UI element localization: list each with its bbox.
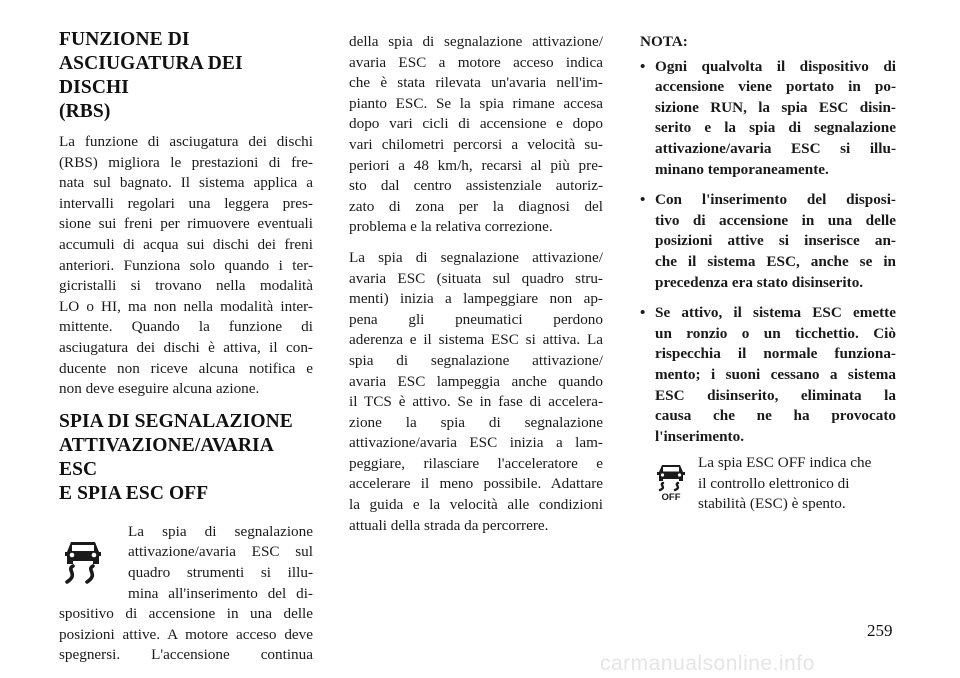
text-line: ESC disinserito, eliminata la — [655, 386, 896, 404]
text-line: che il sistema ESC, anche se in — [655, 252, 896, 270]
off-label: OFF — [661, 492, 681, 502]
text-line: pena gli pneumatici perdono — [349, 310, 603, 328]
rbs-paragraph — [59, 132, 313, 400]
esc-warning-text-full — [59, 604, 313, 666]
column-middle — [349, 32, 603, 536]
text-line: sione sui freni per rimuovere eventuali — [59, 215, 313, 233]
text-line: menti) inizia a lampeggiare non ap- — [349, 290, 603, 308]
text-line: avaria ESC a motore acceso indica — [349, 53, 603, 71]
text-line: avaria ESC (situata sul quadro stru- — [349, 269, 603, 287]
text-line: vari chilometri percorsi a velocità su- — [349, 135, 603, 153]
text-line: stabilità (ESC) è spento. — [698, 495, 846, 513]
text-line: asciugatura dei dischi è attiva, il con- — [59, 338, 313, 356]
note-item — [640, 57, 896, 181]
text-line: l'inserimento. — [655, 427, 745, 445]
esc-failure-paragraph — [349, 32, 603, 238]
text-line: spositivo di accensione in una delle — [59, 605, 313, 623]
text-line: anteriori. Funziona solo quando i ter- — [59, 256, 313, 274]
column-left — [59, 28, 313, 666]
esc-off-icon — [654, 463, 688, 501]
text-line: spegnersi. L'accensione continua — [59, 646, 313, 664]
text-line: nata sul bagnato. Il sistema applica a — [59, 174, 313, 192]
text-line: • Se attivo, il sistema ESC emette — [655, 304, 896, 322]
text-line: attivazione/avaria ESC sul — [128, 543, 313, 561]
text-line: minano temporaneamente. — [655, 160, 829, 178]
note-item — [640, 303, 896, 447]
watermark: carmanualsonline.info — [600, 652, 815, 675]
text-line: dopo vari cicli di accensione e dopo — [349, 115, 603, 133]
text-line: posizioni attive si inserisce an- — [655, 232, 896, 250]
esc-flashing-paragraph — [349, 248, 603, 536]
heading-line: SPIA DI SEGNALAZIONE — [59, 410, 293, 432]
note-list — [640, 57, 896, 448]
text-line: intervalli regolari una leggera pres- — [59, 194, 313, 212]
text-line: non deve eseguire alcuna azione. — [59, 380, 260, 398]
text-line: il controllo elettronico di — [698, 474, 850, 492]
text-line: attivazione/avaria ESC si illu- — [655, 139, 896, 157]
text-line: LO o HI, ma non nella modalità inter- — [59, 297, 313, 315]
text-line: mento; i suoni cessano a sistema — [655, 365, 896, 383]
text-line: gicristalli si trovano nella modalità — [59, 277, 313, 295]
text-line: sizione RUN, la spia ESC disin- — [655, 98, 896, 116]
esc-warning-paragraph — [59, 522, 313, 666]
text-line: quadro strumenti si illu- — [128, 563, 313, 581]
text-line: accumuli di acqua sui dischi dei freni — [59, 235, 313, 253]
text-line: • Con l'inserimento del disposi- — [655, 191, 896, 209]
text-line: mina all'inserimento del di- — [128, 584, 313, 602]
heading-line: FUNZIONE DI — [59, 29, 190, 50]
text-line: della spia di segnalazione attivazione/ — [349, 33, 603, 50]
text-line: zato di zona per la diagnosi del — [349, 197, 603, 215]
text-line: La spia ESC OFF indica che — [698, 454, 872, 472]
text-line: avaria ESC lampeggia anche quando — [349, 372, 603, 390]
text-line: attuali della strada da percorrere. — [349, 516, 549, 534]
section-heading-rbs — [59, 28, 313, 124]
text-line: sto dal centro assistenziale autoriz- — [349, 177, 603, 195]
text-line: La spia di segnalazione — [128, 522, 313, 540]
text-line: • Ogni qualvolta il dispositivo di — [655, 57, 896, 75]
text-line: La funzione di asciugatura dei dischi — [59, 133, 313, 150]
text-line: ducente non riceve alcuna notifica e — [59, 359, 313, 377]
esc-off-paragraph — [640, 453, 896, 515]
note-item — [640, 190, 896, 293]
text-line: accensione viene portato in po- — [655, 78, 896, 96]
text-line: causa che ne ha provocato — [655, 407, 896, 425]
column-right — [640, 32, 896, 515]
text-line: un ronzio o un ticchettio. Ciò — [655, 324, 896, 342]
text-line: (RBS) migliora le prestazioni di fre- — [59, 153, 313, 171]
text-line: peggiare, rilasciare l'acceleratore e — [349, 454, 603, 472]
section-heading-esc — [59, 410, 313, 506]
text-line: precedenza era stato disinserito. — [655, 273, 864, 291]
heading-line: ATTIVAZIONE/AVARIA ESC — [59, 434, 273, 480]
text-line: la guida e la velocità alle condizioni — [349, 496, 603, 514]
text-line: periori a 48 km/h, recarsi al più pre- — [349, 156, 603, 174]
text-line: accelerare il meno possibile. Adattare — [349, 475, 603, 493]
heading-line: (RBS) — [59, 101, 111, 122]
text-line: tivo di accensione in una delle — [655, 211, 896, 229]
heading-line: ASCIUGATURA DEI DISCHI — [59, 53, 243, 98]
heading-line: E SPIA ESC OFF — [59, 482, 209, 504]
text-line: zione la spia di segnalazione — [349, 413, 603, 431]
text-line: problema e la relativa correzione. — [349, 218, 553, 236]
text-line: mittente. Quando la funzione di — [59, 318, 313, 336]
text-line: spia di segnalazione attivazione/ — [349, 351, 603, 369]
text-line: aderenza e il sistema ESC si attiva. La — [349, 331, 603, 349]
text-line: La spia di segnalazione attivazione/ — [349, 248, 603, 266]
text-line: rispecchia il normale funziona- — [655, 345, 896, 363]
text-line: posizioni attive. A motore acceso deve — [59, 625, 313, 643]
text-line: pianto ESC. Se la spia rimane accesa — [349, 94, 603, 112]
page-number: 259 — [867, 621, 893, 640]
text-line: il TCS è attivo. Se in fase di accelera- — [349, 393, 603, 411]
text-line: serito e la spia di segnalazione — [655, 119, 896, 137]
esc-warning-icon — [59, 536, 107, 584]
text-line: attivazione/avaria ESC inizia a lam- — [349, 434, 603, 452]
note-title: NOTA: — [640, 33, 688, 50]
text-line: che è stata rilevata un'avaria nell'im- — [349, 74, 603, 92]
